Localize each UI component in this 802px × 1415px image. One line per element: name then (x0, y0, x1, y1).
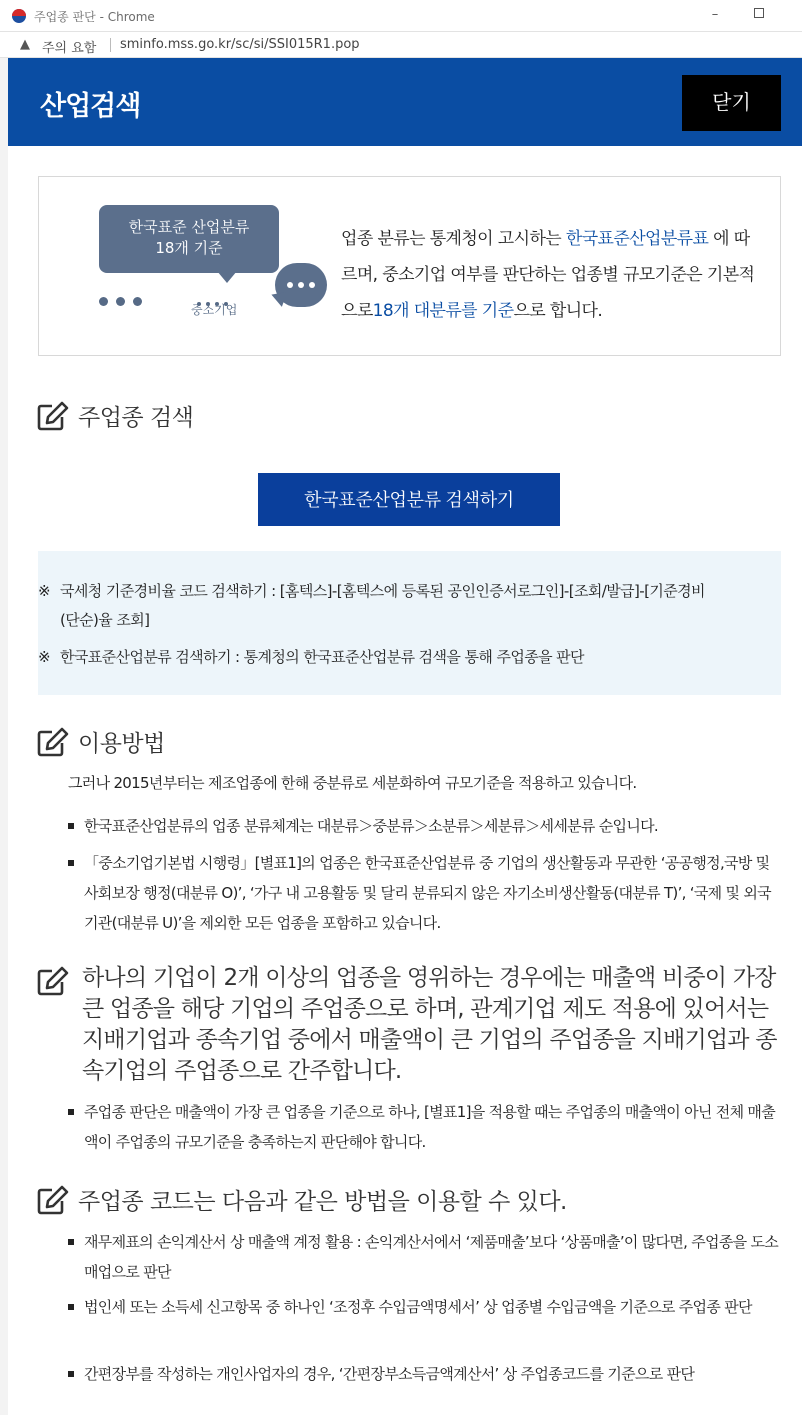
list-item (68, 811, 778, 841)
maximize-button[interactable] (746, 4, 772, 26)
note-text: 국세청 기준경비율 코드 검색하기 : [홈텍스]-[홈텍스에 등록된 공인인증서로그인]-[조회/발급]-[기준경비(단순)율 조회] (60, 582, 705, 629)
bubble-line-1: 한국표준 산업분류 (128, 218, 250, 236)
bullet-square-icon (68, 1109, 74, 1115)
section-heading-text: 주업종 검색 (78, 405, 194, 431)
sme-label: 중소기업 (191, 303, 238, 317)
list-item-text: 간편장부를 작성하는 개인사업자의 경우, ‘간편장부소득금액계산서’ 상 주업종코드를 기준으로 판단 (84, 1365, 695, 1383)
note-mark: ※ (38, 648, 50, 666)
page-header (8, 58, 802, 146)
edit-icon (36, 1184, 70, 1216)
list-item (68, 1227, 780, 1287)
bullet-square-icon (68, 1304, 74, 1310)
bullet-square-icon (68, 823, 74, 829)
speech-bubble-illustration (99, 205, 279, 273)
note-text: 한국표준산업분류 검색하기 : 통계청의 한국표준산업분류 검색을 통해 주업종을 판단 (60, 648, 584, 666)
window-titlebar (0, 0, 802, 32)
list-item-text: 「중소기업기본법 시행령」[별표1]의 업종은 한국표준산업분류 중 기업의 생산활동과 무관한 ‘공공행정,국방 및 사회보장 행정(대분류 O)’, ‘가구 내 고용활동 및 달리 분류되지 않은 자기소비생산활동(대분류 T)’, ‘국제 및 외국기관(대분류 U)’을 제외한 모든 업종을 포함하고 있습니다. (84, 854, 771, 932)
usage-intro-text: 그러나 2015년부터는 제조업종에 한해 중분류로 세분화하여 규모기준을 적용하고 있습니다. (68, 774, 637, 792)
section-heading-text: 하나의 기업이 2개 이상의 업종을 영위하는 경우에는 매출액 비중이 가장 큰 업종을 해당 기업의 주업종으로 하며, 관계기업 제도 적용에 있어서는 지배기업과 종속기업 중에서 매출액이 큰 기업의 주업종을 지배기업과 종속기업의 주업종으로 간주합니다. (82, 965, 777, 1084)
ksic-search-button[interactable]: 한국표준산업분류 검색하기 (258, 473, 560, 526)
bullet-square-icon (68, 860, 74, 866)
list-item (68, 1097, 780, 1157)
address-bar[interactable] (0, 32, 802, 58)
address-divider (110, 38, 111, 52)
list-item-text: 재무제표의 손익계산서 상 매출액 계정 활용 : 손익계산서에서 ‘제품매출’보다 ‘상품매출’이 많다면, 주업종을 도소매업으로 판단 (84, 1233, 779, 1281)
korea-flag-favicon-icon (12, 9, 26, 23)
intro-highlight-18: 18개 대분류를 기준 (372, 301, 514, 321)
warning-icon[interactable]: ▲ (20, 37, 30, 52)
url-text[interactable]: sminfo.mss.go.kr/sc/si/SSI015R1.pop (120, 37, 360, 52)
window-title: 주업종 판단 - Chrome (34, 10, 155, 24)
edit-icon (36, 400, 70, 432)
maximize-icon (754, 8, 764, 18)
bullet-square-icon (68, 1239, 74, 1245)
list-item (68, 1292, 780, 1352)
close-button[interactable]: 닫기 (682, 75, 781, 131)
chat-bubble-icon (275, 263, 327, 307)
edit-icon (36, 965, 70, 997)
minimize-button[interactable]: – (711, 7, 719, 22)
edit-icon (36, 726, 70, 758)
intro-highlight-ksic: 한국표준산업분류표 (565, 229, 709, 249)
security-status-label[interactable]: 주의 요함 (42, 41, 97, 56)
list-item (68, 1359, 780, 1389)
note-mark: ※ (38, 582, 50, 600)
bubble-line-2: 18개 기준 (155, 239, 223, 257)
list-item-text: 주업종 판단은 매출액이 가장 큰 업종을 기준으로 하나, [별표1]을 적용할 때는 주업종의 매출액이 아닌 전체 매출액이 주업종의 규모기준을 충족하는지 판단해야 합니다. (84, 1103, 776, 1151)
section-heading-text: 이용방법 (78, 731, 165, 757)
intro-box (38, 176, 781, 356)
list-item-text: 법인세 또는 소득세 신고항목 중 하나인 ‘조정후 수입금액명세서’ 상 업종별 수입금액을 기준으로 주업종 판단 (84, 1298, 752, 1316)
intro-text: 업종 분류는 통계청이 고시하는 한국표준산업분류표 에 따르며, 중소기업 여부를 판단하는 업종별 규모기준은 기본적으로18개 대분류를 기준으로 합니다. (341, 229, 755, 321)
bullet-square-icon (68, 1371, 74, 1377)
list-item-text: 한국표준산업분류의 업종 분류체계는 대분류＞중분류＞소분류＞세분류＞세세분류 순입니다. (84, 817, 658, 835)
list-item (68, 848, 780, 938)
section-heading-text: 주업종 코드는 다음과 같은 방법을 이용할 수 있다. (78, 1189, 567, 1215)
left-gutter (0, 58, 8, 1415)
page-title: 산업검색 (40, 91, 141, 122)
ellipsis-dots-icon (99, 291, 150, 310)
